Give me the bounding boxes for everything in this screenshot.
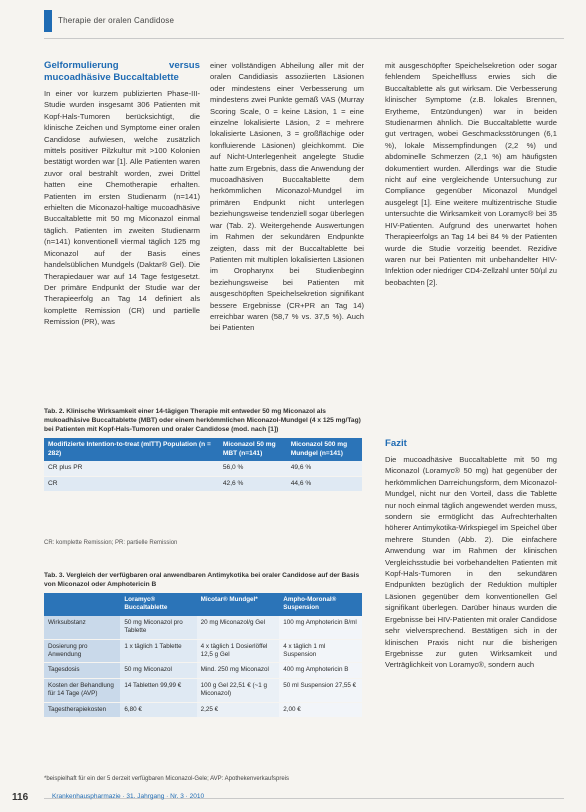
page-number: 116 xyxy=(12,792,29,803)
table-row xyxy=(44,639,362,663)
table-cell: CR plus PR xyxy=(44,461,219,476)
table-row xyxy=(44,476,362,492)
table-3 xyxy=(44,593,362,718)
table-header-cell: Modifizierte Intention-to-treat (mITT) Population (n = 282) xyxy=(44,438,219,461)
table-cell: 400 mg Amphotericin B xyxy=(279,663,362,678)
row-header-cell: Tagesdosis xyxy=(44,663,120,678)
table-header-cell: Miconazol 500 mg Mundgel (n=141) xyxy=(287,438,362,461)
table-cell: 100 mg Amphotericin B/ml xyxy=(279,616,362,639)
header-accent-bar xyxy=(44,10,52,32)
table-2-caption: Tab. 2. Klinische Wirksamkeit einer 14-tägigen Therapie mit entweder 50 mg Miconazol als mukoadhäsive Buccaltablette (MBT) oder einem herkömmlichen Miconazol-Mundgel (4 x 125 mg/Tag) bei Patienten mit Kopf-Hals-Tumoren und oraler Candidose (mod. nach [1]) xyxy=(44,408,361,433)
table-row xyxy=(44,663,362,678)
body-paragraph: mit ausgeschöpfter Speichelsekretion oder sogar fehlendem Speichelfluss erwies sich die Buccaltablette als gut wirksam. Die Verbesserung klinischer Symptome (z.B. lokales Brennen, Erytheme, Entzündungen) war in beiden Studienarmen ähnlich. Die Buccaltablette wurde gut vertragen, wobei Geschmacksstörungen (6,1 %), lokale Missempfindungen (2,2 %) und abdominelle Schmerzen (2,1 %) am häufigsten dokumentiert wurden. Allerdings war die Studie nicht auf eine vergleichende Untersuchung zur Compliance gegenüber Miconazol Mundgel ausgelegt [1]. Eine weitere multizentrische Studie untersuchte die Wirksamkeit von Loramyc® bei 35 HIV-Patienten. Aufgrund des unerwartet hohen Therapieerfolgs an Tag 14 bei 84 % der Patienten wurde die Studie vorzeitig beendet. Rezidive waren nur bei Patienten mit unbehandelter HIV-Infektion oder niedriger CD4-Zellzahl unter 50/µl zu beobachten [2]. xyxy=(385,61,557,287)
row-header-cell: Kosten der Behandlung für 14 Tage (AVP) xyxy=(44,678,120,702)
table-cell: 50 ml Suspension 27,55 € xyxy=(279,678,362,702)
table-cell: 50 mg Miconazol xyxy=(120,663,196,678)
table-row xyxy=(44,678,362,702)
header-divider xyxy=(44,38,564,39)
table-cell: Mind. 250 mg Miconazol xyxy=(197,663,280,678)
table-2 xyxy=(44,438,362,492)
table-cell: 2,25 € xyxy=(197,702,280,717)
table-header-cell xyxy=(44,593,120,616)
table-cell: 14 Tabletten 99,99 € xyxy=(120,678,196,702)
table-3-caption: Tab. 3. Vergleich der verfügbaren oral anwendbaren Antimykotika bei oraler Candidose auf der Basis von Miconazol oder Amphotericin B xyxy=(44,572,360,588)
table-cell: 2,00 € xyxy=(279,702,362,717)
table-cell: 1 x täglich 1 Tablette xyxy=(120,639,196,663)
column-3 xyxy=(385,60,557,294)
fazit-paragraph: Die mucoadhäsive Buccaltablette mit 50 mg Miconazol (Loramyc® 50 mg) hat gegenüber der herkömmlichen Darreichungsform, dem Miconazol-Mundgel, nicht nur den Vorteil, dass die Tablette nur noch einmal täglich angewendet werden muss, sondern sie ermöglicht das Aufrechterhalten höherer Antimykotika-Wirkspiegel im Speichel über mehrere Stunden (Abb. 2). Die einfachere Anwendung war im Rahmen der klinischen Vergleichsstudie bei vorbehandelten Patienten mit Kopf-Hals-Tumoren in den sekundären Endpunkten bezüglich der Reduktion multipler Läsionen gegenüber dem konventionellen Gel signifikant überlegen. Darüber hinaus wurden die Ergebnisse bei HIV-Patienten mit oraler Candidose sehr vielversprechend. Bestätigen sich in der klinischen Praxis nicht nur die bisherigen Ergebnisse zur guten Wirksamkeit und Verträglichkeit von Loramyc®, sondern auch xyxy=(385,455,557,670)
section-heading: Gelformulierung versus mucoadhäsive Buccaltablette xyxy=(44,60,200,83)
column-2 xyxy=(210,60,364,340)
fazit-heading: Fazit xyxy=(385,438,407,449)
table-cell: 100 g Gel 22,51 € (~1 g Miconazol) xyxy=(197,678,280,702)
body-paragraph: einer vollständigen Abheilung aller mit der oralen Candidiasis assoziierten Läsionen oder mindestens einer Verbesserung um mindestens zwei Punkte gemäß VAS (Murray Scoring Scale, 0 = keine Läsion, 1 = eine einzelne lokalisierte Läsion, 2 = mehrere lokalisierte Läsionen, 3 = großflächige oder konfluierende Läsionen) gleichkommt. Die auf Nicht-Unterlegenheit angelegte Studie hatte zum Ergebnis, dass die Anwendung der mucoadhäsiven Buccaltablette dem herkömmlichen Miconazol-Mundgel im primären Endpunkt nicht unterlegen beziehungsweise tendenziell sogar überlegen war (Tab. 2). Weitergehende Auswertungen im Rahmen der sekundären Endpunkte zeigten, dass mit der Buccaltablette bei Patienten mit multiplen lokalisierten Läsionen im Oropharynx bei Studienbeginn beziehungsweise bei Patienten mit ausgeschöpften Speichelsekretion signifikant bessere Ergebnisse (CR+PR an Tag 14) erreichbar waren (58,7 % vs. 37,5 %). Auch bei Patienten xyxy=(210,61,364,333)
table-cell: CR xyxy=(44,476,219,492)
table-header-cell: Miconazol 50 mg MBT (n=141) xyxy=(219,438,287,461)
row-header-cell: Wirksubstanz xyxy=(44,616,120,639)
running-title: Therapie der oralen Candidose xyxy=(58,16,175,25)
table-cell: 50 mg Miconazol pro Tablette xyxy=(120,616,196,639)
table-2-footnote: CR: komplette Remission; PR: partielle Remission xyxy=(44,540,178,546)
row-header-cell: Tagestherapiekosten xyxy=(44,702,120,717)
table-row xyxy=(44,702,362,717)
row-header-cell: Dosierung pro Anwendung xyxy=(44,639,120,663)
table-cell: 4 x täglich 1 Dosierlöffel 12,5 g Gel xyxy=(197,639,280,663)
table-cell: 6,80 € xyxy=(120,702,196,717)
table-cell: 44,6 % xyxy=(287,476,362,492)
column-1 xyxy=(44,60,200,334)
table-cell: 4 x täglich 1 ml Suspension xyxy=(279,639,362,663)
table-header-cell: Micotar® Mundgel* xyxy=(197,593,280,616)
table-cell: 49,6 % xyxy=(287,461,362,476)
journal-footer: Krankenhauspharmazie · 31. Jahrgang · Nr. 3 · 2010 xyxy=(52,793,205,800)
fazit-section xyxy=(385,438,557,677)
table-row xyxy=(44,461,362,476)
table-header-cell: Ampho-Moronal® Suspension xyxy=(279,593,362,616)
body-paragraph: In einer vor kurzem publizierten Phase-III-Studie wurden insgesamt 306 Patienten mit Kopf-Hals-Tumoren berücksichtigt, die klinische Zeichen und Symptome einer oralen Candidose aufwiesen, welche zusätzlich mittels positiver Pilzkultur mit >100 Kolonien bestätigt worden war [1]. Alle Patienten waren zuvor oral bestrahlt worden, zwei Drittel hatten eine Chemotherapie erhalten. Patienten im ersten Studienarm (n=141) erhielten die Miconazol-haltige mucoadhäsive Buccaltablette mit 50 mg Miconazol einmal täglich. Patienten im zweiten Studienarm (n=141) konventionell viermal täglich 125 mg Miconazol auf der Basis eines handelsüblichen Mundgels (Daktar® Gel). Die Therapiedauer war auf 14 Tage festgesetzt. Der primäre Endpunkt der Studie war der Therapieerfolg an Tag 14 definiert als komplette Remission (CR) und partielle Remission (PR), was xyxy=(44,89,200,327)
table-3-footnote: *beispielhaft für ein der 5 derzeit verfügbaren Miconazol-Gele; AVP: Apothekenverkaufspreis xyxy=(44,776,290,782)
table-cell: 42,6 % xyxy=(219,476,287,492)
table-cell: 56,0 % xyxy=(219,461,287,476)
table-header-cell: Loramyc® Buccaltablette xyxy=(120,593,196,616)
table-cell: 20 mg Miconazol/g Gel xyxy=(197,616,280,639)
table-row xyxy=(44,616,362,639)
